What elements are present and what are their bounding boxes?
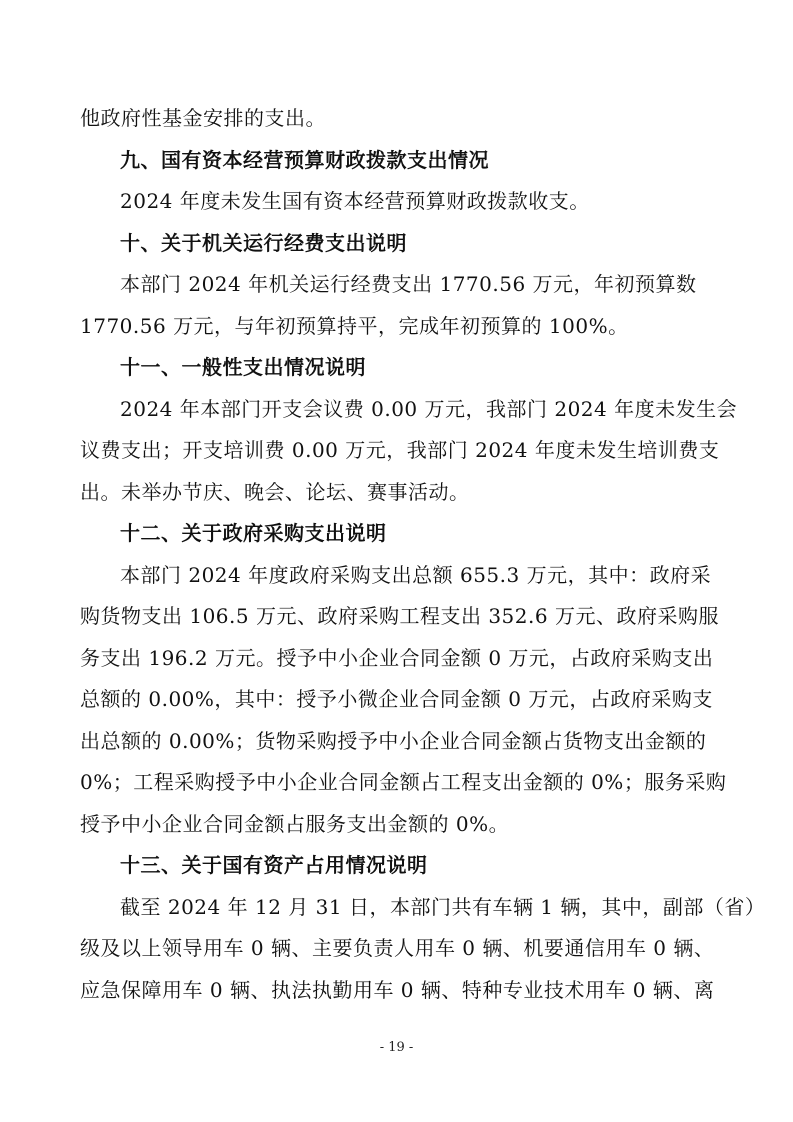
- section-heading: 九、国有资本经营预算财政拨款支出情况: [120, 147, 489, 172]
- paragraph-line: 务支出 196.2 万元。授予中小企业合同金额 0 万元，占政府采购支出: [80, 645, 714, 670]
- paragraph-line: 出总额的 0.00%；货物采购授予中小企业合同金额占货物支出金额的: [80, 728, 707, 753]
- paragraph: [80, 98, 714, 140]
- paragraph: [80, 887, 766, 1012]
- section-heading: 十、关于机关运行经费支出说明: [120, 230, 407, 255]
- paragraph-line: 本部门 2024 年机关运行经费支出 1770.56 万元，年初预算数: [120, 272, 697, 296]
- paragraph-line: 购货物支出 106.5 万元、政府采购工程支出 352.6 万元、政府采购服: [80, 604, 719, 628]
- paragraph-line: 他政府性基金安排的支出。: [80, 106, 326, 130]
- paragraph-line: 总额的 0.00%，其中：授予小微企业合同金额 0 万元，占政府采购支: [80, 687, 713, 711]
- section-heading: 十二、关于政府采购支出说明: [120, 521, 387, 545]
- paragraph-line: 本部门 2024 年度政府采购支出总额 655.3 万元，其中：政府采: [120, 562, 712, 587]
- paragraph-line: 应急保障用车 0 辆、执法执勤用车 0 辆、特种专业技术用车 0 辆、离: [80, 977, 715, 1002]
- paragraph-line: 0%；工程采购授予中小企业合同金额占工程支出金额的 0%；服务采购: [80, 770, 727, 794]
- paragraph-line: 授予中小企业合同金额占服务支出金额的 0%。: [80, 811, 510, 836]
- section-heading: 十一、一般性支出情况说明: [120, 355, 366, 379]
- paragraph: [80, 555, 727, 846]
- page-number: - 19 -: [379, 1040, 414, 1055]
- paragraph: [80, 264, 714, 347]
- paragraph-line: 出。未举办节庆、晚会、论坛、赛事活动。: [80, 479, 470, 504]
- document-body: [80, 98, 766, 1011]
- section-heading: 十三、关于国有资产占用情况说明: [120, 853, 428, 877]
- paragraph-line: 2024 年本部门开支会议费 0.00 万元，我部门 2024 年度未发生会: [120, 396, 738, 421]
- paragraph-line: 1770.56 万元，与年初预算持平，完成年初预算的 100%。: [80, 313, 629, 338]
- paragraph: [80, 389, 738, 514]
- paragraph: [80, 181, 714, 223]
- paragraph-line: 议费支出；开支培训费 0.00 万元，我部门 2024 年度未发生培训费支: [80, 438, 720, 462]
- paragraph-line: 级及以上领导用车 0 辆、主要负责人用车 0 辆、机要通信用车 0 辆、: [80, 936, 715, 960]
- paragraph-line: 截至 2024 年 12 月 31 日，本部门共有车辆 1 辆，其中，副部（省）: [120, 894, 766, 919]
- paragraph-line: 2024 年度未发生国有资本经营预算财政拨款收支。: [120, 189, 590, 213]
